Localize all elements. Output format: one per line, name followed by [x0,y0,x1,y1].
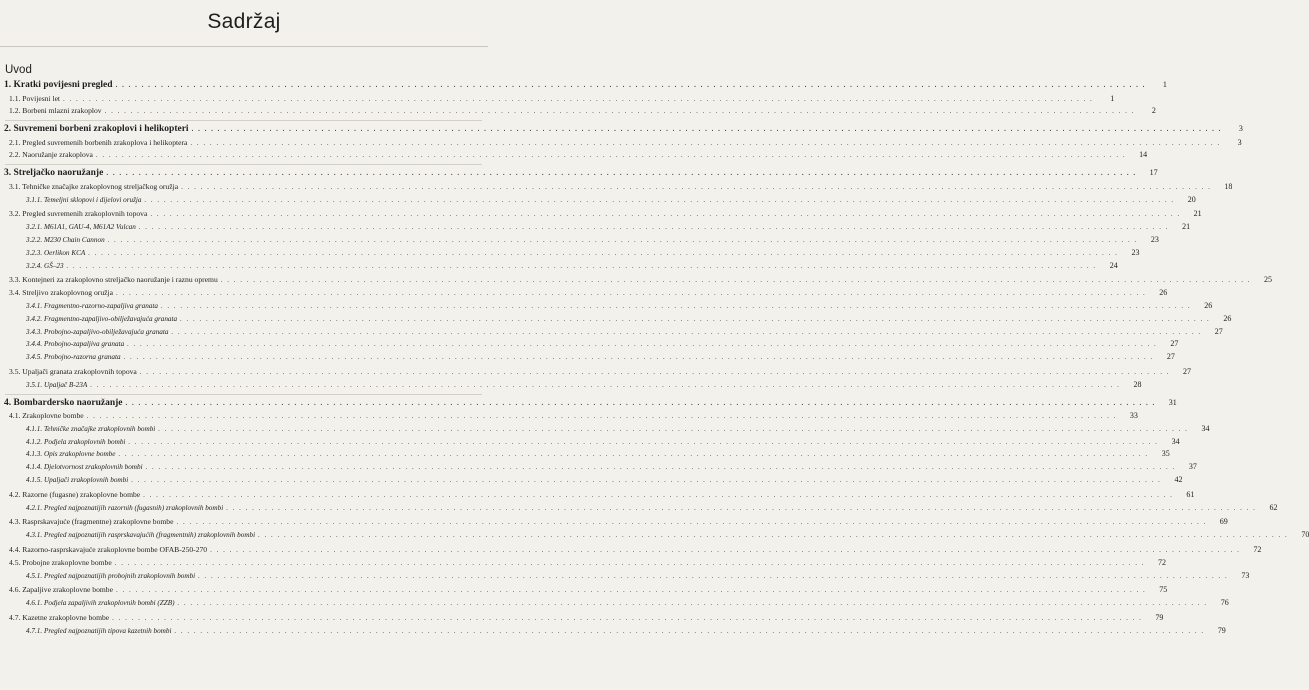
toc-entry-title: 3.4. Streljivo zrakoplovnog oružja [9,288,113,298]
dot-leader [112,614,1142,622]
toc-section[interactable] [0,150,1148,162]
toc-section[interactable] [0,93,1115,106]
dot-leader [145,196,1175,204]
dot-leader [116,289,1146,297]
toc-chapter[interactable] [0,80,1167,92]
toc-entry-title: 4.3.1. Pregled najpoznatijih rasprskavajućih (fragmentnih) zrakoplovnih bombi [26,531,256,540]
toc-entry-title: 3.5.1. Upaljač B-23A [26,380,88,389]
toc-entry-title: 3.1. Tehničke značajke zrakoplovnog streljačkog oružja [9,181,179,191]
toc-page-number: 1 [1110,93,1115,103]
toc-page-number: 76 [1220,598,1229,608]
dot-leader [171,328,1201,336]
toc-entry-title: 4.7.1. Pregled najpoznatijih tipova kazetnih bombi [26,626,172,635]
toc-entry-title: 3.2.1. M61A1, GAU-4, M61A2 Vulcan [26,223,136,232]
page-title: Sadržaj [207,10,281,33]
toc-subsection[interactable] [0,339,1179,351]
toc-page-number: 75 [1159,585,1168,595]
toc-subsection[interactable] [0,222,1191,234]
dot-leader [116,586,1146,594]
toc-entry-title: 1.2. Borbeni mlazni zrakoplov [9,106,102,116]
toc-page-number: 27 [1183,366,1192,376]
toc-page-number: 33 [1129,411,1138,420]
toc-page-number: 23 [1131,247,1140,257]
toc-section[interactable] [0,181,1233,194]
toc-subsection[interactable] [0,313,1232,326]
dot-leader [258,531,1288,539]
toc-entry-title: 3.2.4. GŠ–23 [26,261,64,270]
dot-leader [140,368,1170,376]
toc-entry-title: 3.4.1. Fragmentno-razorno-zapaljiva granata [26,301,158,310]
toc-entry-title: 4.5. Probojne zrakoplovne bombe [9,557,112,567]
toc-chapter[interactable] [0,168,1158,180]
toc-page-number: 37 [1188,462,1197,472]
dot-leader [198,572,1228,580]
toc-page-number: 79 [1217,625,1226,635]
toc-page-number: 17 [1149,168,1158,178]
dot-leader [126,399,1156,407]
toc-subsection[interactable] [0,475,1183,487]
dot-leader [139,223,1169,231]
toc-page-number: 3 [1237,137,1242,147]
toc-subsection[interactable] [0,379,1142,392]
toc-entry-title: 1.1. Povijesni let [9,93,61,103]
dot-leader [174,627,1204,635]
toc-page-number: 2 [1151,106,1156,116]
dot-leader [181,183,1211,191]
toc-page-number: 27 [1166,352,1175,362]
toc-entry-title: 3. Streljačko naoružanje [4,168,104,179]
toc-subsection[interactable] [0,462,1197,474]
toc-page-number: 62 [1269,502,1278,512]
toc-page-number: 72 [1157,557,1166,567]
toc-entry-title: 4.1. Zrakoplovne bombe [9,411,84,420]
toc-entry-title: 4.5.1. Pregled najpoznatijih probojnih zrakoplovnih bombi [26,571,196,580]
title-divider [0,46,488,47]
toc-entry-title: 4.1.2. Podjela zrakoplovnih bombi [26,437,126,446]
dot-leader [127,340,1157,348]
toc-entry-title: 1. Kratki povijesni pregled [4,80,113,90]
dot-leader [192,125,1222,133]
toc-page-number: 35 [1161,449,1170,459]
toc-entry-title: 4.6. Zapaljive zrakoplovne bombe [9,585,113,595]
toc-entry-title: 2.2. Naoružanje zrakoplova [9,150,93,160]
toc-subsection[interactable] [0,423,1210,436]
toc-entry-title: 4.7. Kazetne zrakoplovne bombe [9,613,110,622]
toc-entry-title: 4.1.4. Djelotvornost zrakoplovnih bombi [26,463,143,472]
toc-section[interactable] [0,613,1164,625]
toc-subsection[interactable] [0,234,1159,247]
toc-page-number: 26 [1159,288,1168,298]
toc-entry-title: 3.4.2. Fragmentno-zapaljivo-obilježavajuća granata [26,314,178,323]
dot-leader [221,276,1251,284]
toc-section[interactable] [0,366,1192,379]
toc-section[interactable] [0,275,1272,287]
dot-leader [63,95,1093,103]
intro-heading: Uvod [5,64,32,76]
dot-leader [116,81,1146,89]
toc-section[interactable] [0,545,1262,557]
toc-entry-title: 2.1. Pregled suvremenih borbenih zrakoplova i helikoptera [9,137,188,147]
toc-entry-title: 4.1.1. Tehničke značajke zrakoplovnih bombi [26,424,156,433]
toc-entry-title: 4.3. Rasprskavajuće (fragmentne) zrakoplovne bombe [9,517,174,527]
toc-page-number: 26 [1223,313,1232,323]
dot-leader [118,450,1148,458]
toc-section[interactable] [0,557,1166,570]
toc-subsection[interactable] [0,502,1278,515]
toc-page-number: 20 [1187,194,1196,204]
toc-page-number: 34 [1201,423,1210,433]
toc-page-number: 61 [1186,489,1195,499]
toc-entry-title: 3.4.5. Probojno-razorna granata [26,353,121,362]
toc-subsection[interactable] [0,352,1175,364]
toc-entry-title: 3.2.3. Oerlikon KCA [26,248,86,257]
toc-entry-title: 3.1.1. Temeljni sklopovi i dijelovi oružja [26,195,142,204]
toc-page-number: 72 [1253,545,1262,554]
toc-entry-title: 3.4.3. Probojno-zapaljivo-obilježavajuća granata [26,327,169,336]
toc-section[interactable] [0,288,1168,300]
dot-leader [150,210,1180,218]
dot-leader [178,599,1208,607]
toc-page-number: 42 [1174,475,1183,484]
toc-subsection[interactable] [0,436,1180,449]
toc-entry-title: 4.2. Razorne (fugasne) zrakoplovne bombe [9,489,141,499]
dot-leader [90,381,1120,389]
dot-leader [108,236,1138,244]
toc-page-number: 23 [1150,234,1159,244]
dot-leader [226,504,1256,512]
section-divider [5,164,482,165]
toc-section[interactable] [0,517,1228,529]
toc-page-number: 34 [1171,436,1180,446]
toc-section[interactable] [0,411,1138,423]
toc-section[interactable] [0,209,1202,221]
toc-page-number: 18 [1224,181,1233,191]
dot-leader [190,139,1220,147]
dot-leader [105,107,1135,115]
toc-page-number: 1 [1162,80,1167,89]
toc-page-number: 73 [1241,570,1250,580]
toc-entry-title: 4.1.5. Upaljači zrakoplovnih bombi [26,476,129,484]
toc-subsection[interactable] [0,300,1213,313]
toc-section[interactable] [0,585,1168,597]
dot-leader [161,302,1191,310]
toc-entry-title: 3.4.4. Probojno-zapaljiva granata [26,340,125,349]
toc-page-number: 69 [1219,517,1228,527]
toc-subsection[interactable] [0,625,1226,638]
section-divider [5,394,482,395]
toc-page-number: 3 [1238,124,1243,134]
toc-entry-title: 3.2. Pregled suvremenih zrakoplovnih topova [9,209,148,219]
toc-subsection[interactable] [0,449,1170,461]
dot-leader [210,546,1240,554]
toc-page-number: 28 [1133,379,1142,389]
dot-leader [88,249,1118,257]
toc-entry-title: 4.4. Razorno-rasprskavajuće zrakoplovne bombe OFAB-250-270 [9,545,208,554]
toc-page-number: 14 [1139,150,1148,160]
dot-leader [128,438,1158,446]
toc-page-number: 79 [1155,613,1164,622]
toc-subsection[interactable] [0,570,1250,583]
toc-subsection[interactable] [0,194,1196,207]
dot-leader [124,353,1154,361]
toc-page-number: 27 [1214,326,1223,336]
dot-leader [143,491,1173,499]
toc-entry-title: 3.5. Upaljači granata zrakoplovnih topova [9,366,137,376]
dot-leader [131,476,1161,484]
dot-leader [146,463,1176,471]
toc-page-number: 21 [1193,209,1202,219]
toc-page-number: 27 [1170,339,1179,349]
toc-page-number: 31 [1168,397,1177,407]
dot-leader [87,412,1117,420]
toc-subsection[interactable] [0,260,1118,273]
toc-chapter[interactable] [0,397,1177,410]
toc-page-number: 24 [1109,260,1118,270]
toc-entry-title: 3.2.2. M230 Chain Cannon [26,235,105,244]
toc-page-number: 21 [1182,222,1191,232]
toc-section[interactable] [0,106,1156,118]
toc-section[interactable] [0,489,1195,502]
dot-leader [96,151,1126,159]
toc-subsection[interactable] [0,247,1140,260]
toc-entry-title: 4.6.1. Podjela zapaljivih zrakoplovnih bombi (ZZB) [26,599,175,608]
dot-leader [115,559,1145,567]
toc-entry-title: 4.1.3. Opis zrakoplovne bombe [26,450,116,459]
dot-leader [67,262,1097,270]
toc-page-number: 26 [1204,300,1213,310]
toc-entry-title: 2. Suvremeni borbeni zrakoplovi i helikopteri [4,124,189,135]
toc-entry-title: 4. Bombardersko naoružanje [4,397,123,408]
toc-subsection[interactable] [0,598,1229,610]
dot-leader [176,518,1206,526]
section-divider [5,120,482,121]
dot-leader [106,169,1136,177]
toc-entry-title: 4.2.1. Pregled najpoznatijih razornih (fugasnih) zrakoplovnih bombi [26,503,224,512]
toc-subsection[interactable] [0,530,1309,542]
toc-chapter[interactable] [0,124,1243,136]
toc-page-number: 25 [1264,275,1272,285]
dot-leader [158,425,1188,433]
toc-page-number: 70 [1301,530,1309,540]
toc-subsection[interactable] [0,326,1223,339]
toc-section[interactable] [0,137,1242,150]
dot-leader [180,315,1210,323]
toc-entry-title: 3.3. Kontejneri za zrakoplovno streljačko naoružanje i raznu opremu [9,275,218,285]
